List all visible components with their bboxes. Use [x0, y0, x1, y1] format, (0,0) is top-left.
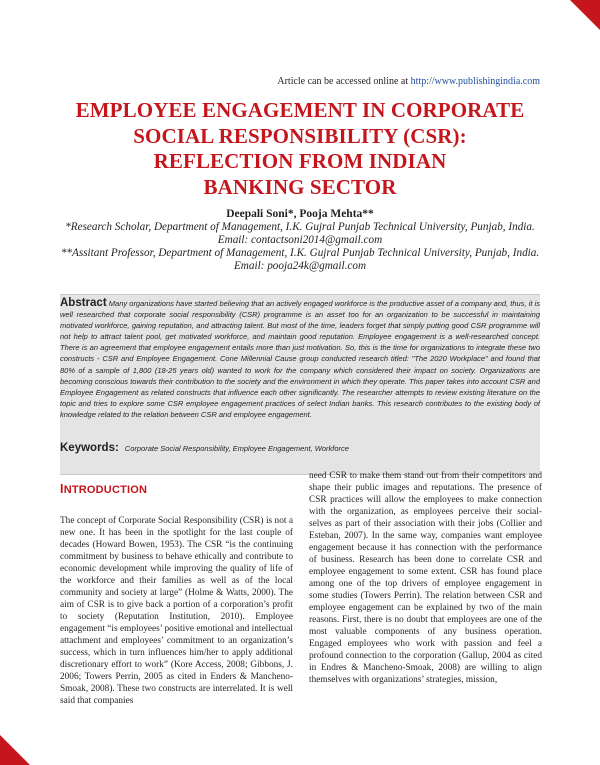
corner-decoration-top-right [570, 0, 600, 30]
corner-decoration-bottom-left [0, 735, 30, 765]
email-2: Email: pooja24k@gmail.com [233, 260, 367, 272]
heading-initial: I [60, 482, 64, 496]
heading-rest: NTRODUCTION [63, 484, 148, 496]
right-column-text: need CSR to make them stand out from their competitors and shape their public images and reputations. The presence of CSR practices will allow the employees to make connection with the organization, as employees perceive their social-selves as part of their association with their jobs (Collier and Esteban, 2007). In the same way, companies want employee engagement because it has connection with the performance of business. Research has been done to correlate CSR and employee engagement to some extent. CSR has found place among one of the top drivers of employee engagement in some studies (Towers Perrin). The relation between CSR and employee engagement can be explained by two of the main reasons. First, there is no doubt that employees are one of the most valuable components of any business operation. Engaged employees who work with passion and feel a profound connection to the corporation (Gallup, 2004 as cited in Endres & Mancheno-Smoak, 2008) are willing to align themselves with organizations’ strategies, mission, [309, 471, 542, 685]
title-line: SOCIAL RESPONSIBILITY (CSR): [133, 123, 467, 148]
left-column-text: The concept of Corporate Social Responsibility (CSR) is not a new one. It has been in the spotlight for the last couple of decades (Howard Bowen, 1953). The CSR “is the continuing commitment by business to behave ethically and contribute to economic development while improving the quality of life of the workforce and their families as well as of the local community and society at large” (Holme & Watts, 2000). The aim of CSR is to give back a portion of a corporation’s profit to society (Reputation Institution, 2010). Employee engagement “is employees’ positive emotional and intellectual attachment and employees’ commitment to an organization’s success, which in turn influences him/her to apply additional discretionary effort to work” (Kore Access, 2008; Gibbons, J. 2006; Towers Perrin, 2005 as cited in Enders & Mancheno-Smoak, 2008). These two constructs are interrelated. It is well said that companies [60, 516, 293, 706]
introduction-heading [60, 483, 293, 496]
email-1: Email: contactsoni2014@gmail.com [217, 234, 383, 246]
right-column [309, 470, 542, 686]
access-line [277, 76, 540, 87]
author-names: Deepali Soni*, Pooja Mehta** [226, 208, 374, 220]
publisher-link[interactable]: http://www.publishingindia.com [410, 76, 540, 87]
access-prefix: Article can be accessed online at [277, 76, 409, 87]
title-line: EMPLOYEE ENGAGEMENT IN CORPORATE [75, 98, 525, 122]
author-block [60, 208, 540, 273]
abstract [60, 298, 540, 420]
paper-title [60, 98, 540, 200]
title-line: BANKING SECTOR [203, 174, 397, 199]
keywords [60, 438, 540, 456]
keywords-text: Corporate Social Responsibility, Employee Engagement, Workforce [124, 444, 349, 453]
affiliation-1: *Research Scholar, Department of Management, I.K. Gujral Punjab Technical University, Punjab, India. [65, 221, 535, 233]
affiliation-2: **Assitant Professor, Department of Management, I.K. Gujral Punjab Technical University, Punjab, India. [60, 247, 540, 259]
abstract-body: Many organizations have started believing that an actively engaged workforce is the productive asset of a company and, thus, it is well researched that corporate social responsibility (CSR) programme is an asset too for an organization to be successful in maintaining motivated workforce, gaining reputation, and attracting talent. But most of the time, leaders forget that simply putting good CSR programme will not help to attract talent pool, get motivated workforce, and maintain good reputation. Employee engagement is a well-researched concept. There is an agreement that employee engagement entails more than just motivation. So, this is the time for organizations to integrate these two constructs - CSR and Employee Engagement. Cone Millennial Cause group conducted research titled: "The 2020 Workplace" and found that 80% of a sample of 1,800 (18-25 years old) wanted to work for the company which considered their impact on society. Organizations are becoming conscious towards their contribution to the society and the environment in which they operate. This paper takes into account CSR and Employee Engagement as related constructs that influence each other significantly. The researcher attempts to review existing literature on the topic and tries to explore some CSR employee engagement practices of select Indian banks. This research contributes to the existing body of knowledge related to the relation between CSR and employee engagement. [60, 299, 540, 419]
abstract-label: Abstract [60, 297, 107, 309]
left-column [60, 470, 293, 707]
title-line: REFLECTION FROM INDIAN [153, 149, 447, 173]
keywords-label: Keywords: [60, 442, 119, 454]
